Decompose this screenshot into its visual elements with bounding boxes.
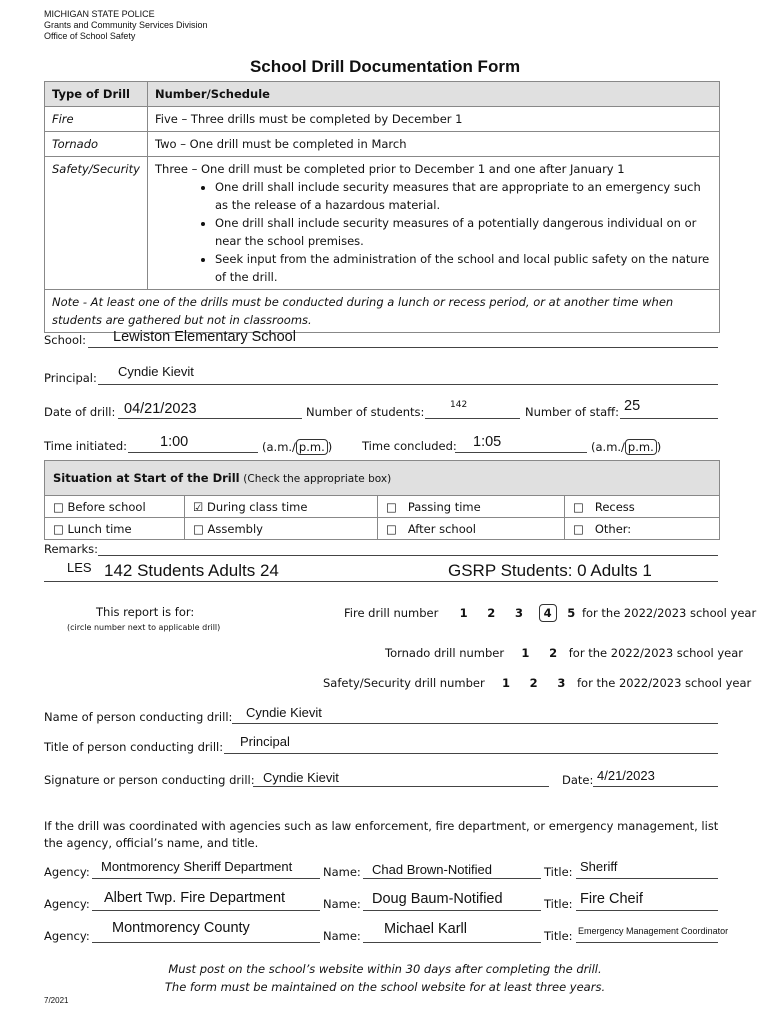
checkbox-icon[interactable]: □ xyxy=(193,521,204,536)
situation-title: Situation at Start of the Drill xyxy=(53,471,240,485)
safety-drill-number[interactable]: 2 xyxy=(529,676,538,690)
school-year-text: for the 2022/2023 school year xyxy=(581,606,757,620)
conductor-title-field[interactable]: Principal xyxy=(240,734,290,749)
option-label: Other: xyxy=(594,521,632,536)
principal-field[interactable]: Cyndie Kievit xyxy=(118,364,194,379)
col-number-schedule: Number/Schedule xyxy=(148,82,720,107)
signature-label: Signature or person conducting drill: xyxy=(44,773,255,787)
school-year-text: for the 2022/2023 school year xyxy=(568,646,743,660)
ampm-initiated[interactable] xyxy=(262,439,332,455)
signature-date-label: Date: xyxy=(562,773,594,787)
conductor-name-label: Name of person conducting drill: xyxy=(44,710,233,724)
students-field[interactable]: 142 xyxy=(450,400,468,410)
ampm-concluded[interactable] xyxy=(591,439,661,455)
remarks-text-gsrp[interactable]: GSRP Students: 0 Adults 1 xyxy=(448,561,652,580)
option-label: During class time xyxy=(206,499,308,514)
official-name-field[interactable]: Michael Karll xyxy=(384,921,467,937)
option-assembly[interactable] xyxy=(185,518,378,540)
fire-drill-number[interactable]: 1 xyxy=(459,606,468,620)
official-title-label: Title: xyxy=(544,865,573,879)
principal-label: Principal: xyxy=(44,371,97,385)
option-recess[interactable] xyxy=(565,496,720,518)
option-label: Before school xyxy=(67,499,146,514)
pm-option-selected[interactable]: p.m. xyxy=(625,439,657,455)
time-initiated-label: Time initiated: xyxy=(44,439,127,453)
drill-schedule: Five – Three drills must be completed by December 1 xyxy=(148,107,720,132)
form-title: School Drill Documentation Form xyxy=(249,57,521,76)
official-title-label: Title: xyxy=(544,897,573,911)
date-field[interactable]: 04/21/2023 xyxy=(124,401,197,417)
option-label: Lunch time xyxy=(67,521,132,536)
checkbox-icon[interactable]: □ xyxy=(573,521,584,536)
option-lunch-time[interactable] xyxy=(45,518,185,540)
checkbox-checked-icon[interactable]: ☑ xyxy=(193,499,204,514)
pm-option-selected[interactable]: p.m. xyxy=(296,439,328,455)
option-label: After school xyxy=(407,521,476,536)
am-option: (a.m./ xyxy=(591,440,625,454)
drill-note: Note - At least one of the drills must be conducted during a lunch or recess period, or at another time when students are gathered but not in classrooms. xyxy=(45,290,720,333)
option-during-class[interactable] xyxy=(185,496,378,518)
col-type-of-drill: Type of Drill xyxy=(45,82,148,107)
option-label: Passing time xyxy=(407,499,481,514)
bullet-item: • Seek input from the administration of the school and local public safety on the nature of the drill. xyxy=(215,250,712,286)
bullet-item: • One drill shall include security measures that are appropriate to an emergency such as the release of a hazardous material. xyxy=(215,178,712,214)
situation-header xyxy=(45,461,720,496)
time-concluded-field[interactable]: 1:05 xyxy=(473,434,502,450)
report-hint: (circle number next to applicable drill) xyxy=(67,623,221,632)
signature-field[interactable]: Cyndie Kievit xyxy=(263,770,339,785)
remarks-prefix[interactable]: LES xyxy=(67,560,92,575)
signature-date-field[interactable]: 4/21/2023 xyxy=(597,768,655,783)
tornado-drill-number[interactable]: 2 xyxy=(549,646,558,660)
safety-drill-number[interactable]: 1 xyxy=(502,676,511,690)
time-initiated-field[interactable]: 1:00 xyxy=(160,434,189,450)
situation-table xyxy=(44,460,720,540)
official-title-label: Title: xyxy=(544,929,573,943)
checkbox-icon[interactable]: □ xyxy=(53,499,64,514)
drill-schedule-cell xyxy=(148,157,720,290)
tornado-drill-label: Tornado drill number xyxy=(385,646,505,660)
agency-field[interactable]: Montmorency County xyxy=(112,920,250,936)
safety-drill-number[interactable]: 3 xyxy=(557,676,566,690)
school-year-text: for the 2022/2023 school year xyxy=(576,676,752,690)
table-row xyxy=(45,132,720,157)
staff-label: Number of staff: xyxy=(525,405,619,419)
time-concluded-label: Time concluded: xyxy=(362,439,457,453)
table-row xyxy=(45,290,720,333)
drill-schedule: Three – One drill must be completed prior to December 1 and one after January 1 xyxy=(155,162,625,176)
drill-type: Tornado xyxy=(45,132,148,157)
option-passing-time[interactable] xyxy=(378,496,565,518)
drill-type: Safety/Security xyxy=(45,157,148,290)
agency-label: Agency: xyxy=(44,897,90,911)
option-label: Recess xyxy=(594,499,635,514)
checkbox-icon[interactable]: □ xyxy=(386,499,397,514)
official-title-field[interactable]: Fire Cheif xyxy=(580,891,643,907)
official-name-field[interactable]: Doug Baum-Notified xyxy=(372,891,503,907)
conductor-name-field[interactable]: Cyndie Kievit xyxy=(246,705,322,720)
header-office: Office of School Safety xyxy=(44,31,136,41)
students-label: Number of students: xyxy=(306,405,425,419)
paren-close: ) xyxy=(327,440,333,454)
official-name-label: Name: xyxy=(323,897,361,911)
remarks-label: Remarks: xyxy=(44,542,99,556)
fire-drill-number[interactable]: 2 xyxy=(487,606,496,620)
official-name-label: Name: xyxy=(323,865,361,879)
fire-drill-number[interactable]: 5 xyxy=(567,606,576,620)
checkbox-icon[interactable]: □ xyxy=(573,499,584,514)
official-name-field[interactable]: Chad Brown-Notified xyxy=(372,862,492,877)
fire-drill-number-selected[interactable]: 4 xyxy=(539,604,557,622)
checkbox-icon[interactable]: □ xyxy=(53,521,64,536)
fire-drill-number[interactable]: 3 xyxy=(514,606,523,620)
official-name-label: Name: xyxy=(323,929,361,943)
checkbox-icon[interactable]: □ xyxy=(386,521,397,536)
footer-line-2: The form must be maintained on the school website for at least three years. xyxy=(164,980,606,994)
agencies-intro: If the drill was coordinated with agencies such as law enforcement, fire department, or emergency management, list the agency, official’s name, and title. xyxy=(44,819,719,850)
tornado-drill-row xyxy=(385,646,743,660)
drill-schedule: Two – One drill must be completed in March xyxy=(148,132,720,157)
tornado-drill-number[interactable]: 1 xyxy=(521,646,530,660)
option-after-school[interactable] xyxy=(378,518,565,540)
agency-field[interactable]: Montmorency Sheriff Department xyxy=(101,859,293,874)
report-label: This report is for: xyxy=(96,605,195,619)
conductor-title-label: Title of person conducting drill: xyxy=(44,740,224,754)
drill-requirements-table xyxy=(44,81,720,333)
footer-line-1: Must post on the school’s website within 30 days after completing the drill. xyxy=(168,962,602,976)
table-row xyxy=(45,157,720,290)
option-other[interactable] xyxy=(565,518,720,540)
school-field[interactable]: Lewiston Elementary School xyxy=(113,329,296,345)
paren-close: ) xyxy=(656,440,662,454)
date-label: Date of drill: xyxy=(44,405,116,419)
fire-drill-label: Fire drill number xyxy=(344,606,439,620)
table-row xyxy=(45,107,720,132)
safety-drill-row xyxy=(323,676,751,690)
am-option: (a.m./ xyxy=(262,440,296,454)
staff-field[interactable]: 25 xyxy=(624,398,641,414)
header-agency: MICHIGAN STATE POLICE xyxy=(44,9,155,19)
safety-drill-label: Safety/Security drill number xyxy=(323,676,485,690)
remarks-text-les[interactable]: 142 Students Adults 24 xyxy=(104,561,279,580)
revision-date: 7/2021 xyxy=(44,996,69,1005)
official-title-field[interactable]: Emergency Management Coordinator xyxy=(578,926,729,936)
option-label: Assembly xyxy=(207,521,263,536)
school-label: School: xyxy=(44,333,87,347)
safety-bullets xyxy=(155,178,712,286)
situation-hint: (Check the appropriate box) xyxy=(243,473,392,485)
fire-drill-row xyxy=(344,604,756,622)
bullet-item: • One drill shall include security measures of a potentially dangerous individual on or near the school premises. xyxy=(215,214,712,250)
official-title-field[interactable]: Sheriff xyxy=(580,859,618,874)
agency-field[interactable]: Albert Twp. Fire Department xyxy=(104,890,286,906)
agency-label: Agency: xyxy=(44,929,90,943)
agency-label: Agency: xyxy=(44,865,90,879)
drill-type: Fire xyxy=(45,107,148,132)
option-before-school[interactable] xyxy=(45,496,185,518)
header-division: Grants and Community Services Division xyxy=(44,20,208,30)
